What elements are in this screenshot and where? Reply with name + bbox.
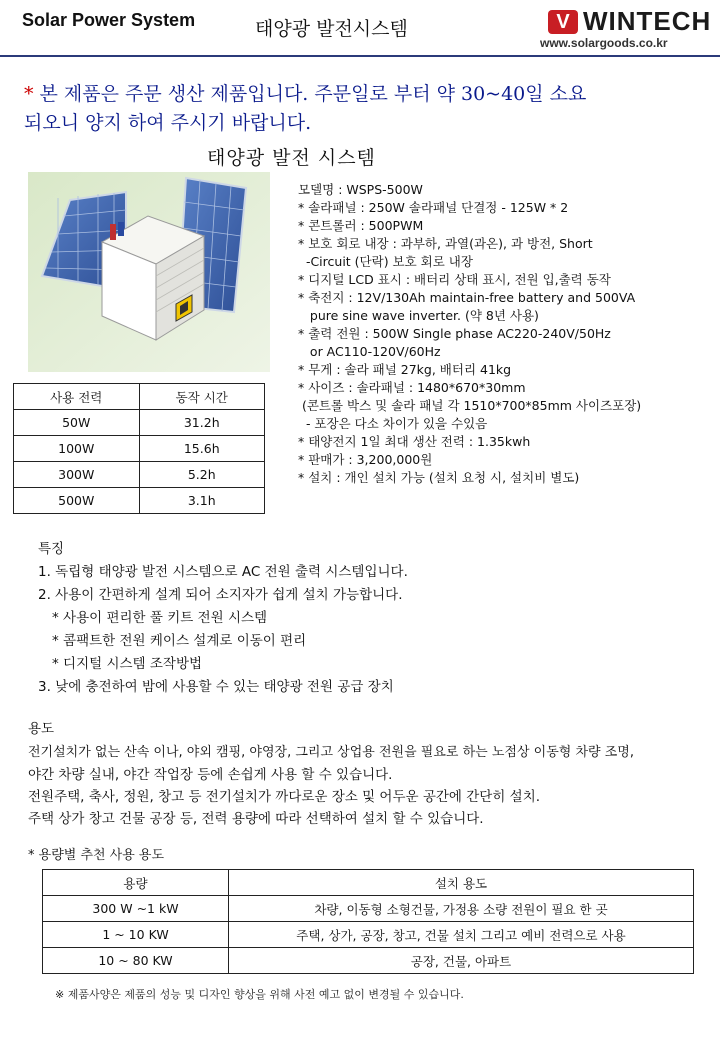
spec-item: * 솔라패널 : 250W 솔라패널 단결정 - 125W * 2 [298, 200, 569, 215]
wintech-logo[interactable] [548, 6, 711, 37]
table-row [43, 948, 694, 974]
usage-line: 전기설치가 없는 산속 이나, 야외 캠핑, 야영장, 그리고 상업용 전원을 필요로 하는 노점상 이동형 차량 조명, [28, 745, 634, 760]
notice-asterisk: * [24, 83, 34, 105]
runtime-table [13, 383, 265, 514]
usage-line: 주택 상가 창고 건물 공장 등, 전력 용량에 따라 선택하여 설치 할 수 있습니다. [28, 811, 484, 827]
table-row [43, 896, 694, 922]
usage-cell: 주택, 상가, 공장, 창고, 건물 설치 그리고 예비 전력으로 사용 [229, 922, 694, 948]
feature-item: 1. 독립형 태양광 발전 시스템으로 AC 전원 출력 시스템입니다. [38, 564, 408, 580]
spec-item: -Circuit (단락) 보호 회로 내장 [298, 254, 473, 269]
spec-item: * 디지털 LCD 표시 : 배터리 상태 표시, 전원 입,출력 동작 [298, 272, 611, 287]
power-cell: 100W [14, 436, 140, 462]
spec-item: * 보호 회로 내장 : 과부하, 과열(과온), 과 방전, Short [298, 236, 593, 251]
feature-item: 2. 사용이 간편하게 설계 되어 소지자가 쉽게 설치 가능합니다. [38, 587, 403, 603]
header-divider [0, 55, 720, 57]
table-row [43, 922, 694, 948]
spec-item: or AC110-120V/60Hz [298, 344, 441, 359]
spec-item: - 포장은 다소 차이가 있을 수있음 [298, 416, 488, 431]
feature-sub-item: * 콤팩트한 전원 케이스 설계로 이동이 편리 [52, 633, 307, 649]
runtime-cell: 31.2h [139, 410, 265, 436]
table-header-row [43, 870, 694, 896]
column-header: 동작 시간 [139, 384, 265, 410]
feature-sub-item: * 사용이 편리한 풀 키트 전원 시스템 [52, 610, 268, 626]
spec-item: * 태양전지 1일 최대 생산 전력 : 1.35kwh [298, 434, 531, 449]
power-cell: 500W [14, 488, 140, 514]
power-cell: 300W [14, 462, 140, 488]
features-heading: 특징 [38, 541, 65, 557]
table-row [14, 462, 265, 488]
brand-title: Solar Power System [22, 10, 196, 30]
system-title: 태양광 발전 시스템 [207, 147, 376, 169]
usage-line: 야간 차량 실내, 야간 작업장 등에 손쉽게 사용 할 수 있습니다. [28, 767, 393, 783]
table-row [14, 488, 265, 514]
runtime-cell: 15.6h [139, 436, 265, 462]
usage-cell: 공장, 건물, 아파트 [229, 948, 694, 974]
runtime-cell: 3.1h [139, 488, 265, 514]
column-header: 설치 용도 [229, 870, 694, 896]
recommend-table [42, 869, 694, 974]
order-notice [24, 80, 704, 138]
spec-item: * 판매가 : 3,200,000원 [298, 452, 433, 467]
spec-item: * 사이즈 : 솔라패널 : 1480*670*30mm [298, 380, 526, 395]
capacity-cell: 10 ~ 80 KW [43, 948, 229, 974]
usage-heading: 용도 [28, 721, 55, 737]
recommend-title: * 용량별 추천 사용 용도 [28, 848, 165, 863]
order-notice-line1: * 본 제품은 주문 생산 제품입니다. 주문일로 부터 약 30~40일 소요 [24, 83, 587, 105]
footnote: ※ 제품사양은 제품의 성능 및 디자인 향상을 위해 사전 예고 없이 변경될 수 있습니다. [55, 988, 464, 1001]
capacity-cell: 1 ~ 10 KW [43, 922, 229, 948]
usage-line: 전원주택, 축사, 정원, 창고 등 전기설치가 까다로운 장소 및 어두운 공간에 간단히 설치. [28, 789, 541, 805]
spec-item: * 무게 : 솔라 패널 27kg, 배터리 41kg [298, 362, 512, 377]
column-header: 사용 전력 [14, 384, 140, 410]
spec-item: 모델명 : WSPS-500W [298, 182, 423, 197]
usage-section [28, 718, 718, 830]
column-header: 용량 [43, 870, 229, 896]
spec-item: (콘트롤 박스 및 솔라 패널 각 1510*700*85mm 사이즈포장) [298, 398, 642, 413]
spec-item: * 설치 : 개인 설치 가능 (설치 요청 시, 설치비 별도) [298, 470, 580, 485]
usage-cell: 차량, 이동형 소형건물, 가정용 소량 전원이 필요 한 곳 [229, 896, 694, 922]
feature-sub-item: * 디지털 시스템 조작방법 [52, 656, 203, 672]
spec-item: * 출력 전원 : 500W Single phase AC220-240V/50Hz [298, 326, 611, 341]
order-notice-line2: 되오니 양지 하여 주시기 바랍니다. [24, 112, 312, 134]
features-section [28, 538, 708, 699]
wintech-logo-icon: V [548, 10, 578, 34]
runtime-cell: 5.2h [139, 462, 265, 488]
table-header-row [14, 384, 265, 410]
spec-item: * 축전지 : 12V/130Ah maintain-free battery and 500VA [298, 290, 636, 305]
product-photo [28, 172, 270, 372]
power-cell: 50W [14, 410, 140, 436]
site-url[interactable]: www.solargoods.co.kr [540, 36, 668, 50]
spec-item: * 콘트롤러 : 500PWM [298, 218, 424, 233]
spec-item: pure sine wave inverter. (약 8년 사용) [298, 308, 539, 323]
feature-item: 3. 낮에 충전하여 밤에 사용할 수 있는 태양광 전원 공급 장치 [38, 679, 394, 695]
table-row [14, 410, 265, 436]
capacity-cell: 300 W ~1 kW [43, 896, 229, 922]
table-row [14, 436, 265, 462]
page-title: 태양광 발전시스템 [255, 18, 408, 40]
logo-text: WINTECH [583, 6, 712, 36]
spec-list [298, 181, 708, 487]
